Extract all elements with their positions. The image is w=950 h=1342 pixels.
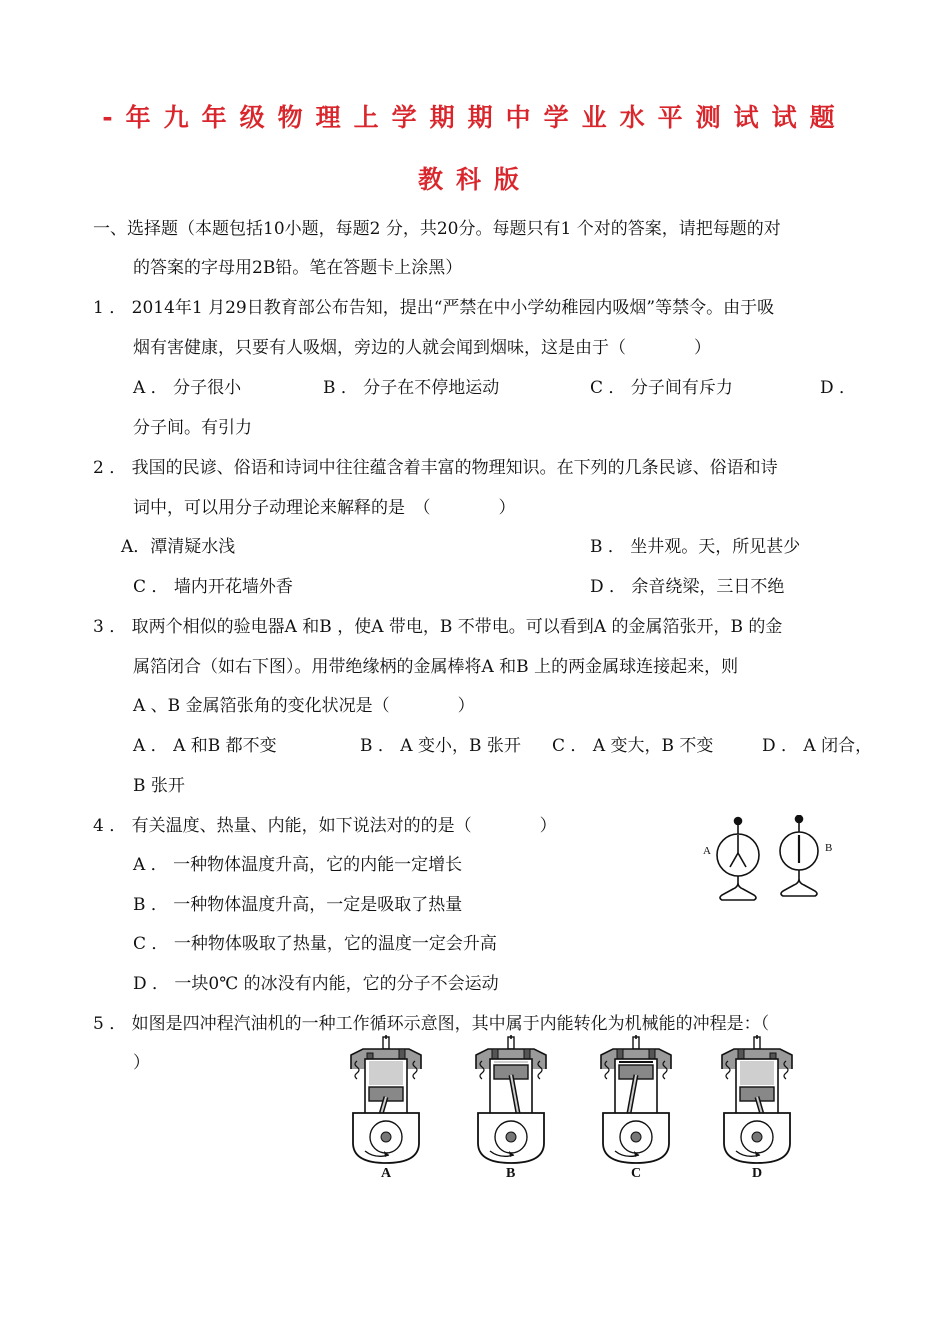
question-2-option-d: D ． 余音绕梁，三日不绝: [590, 577, 785, 597]
question-3-option-c: C ． A 变大，B 不变: [552, 736, 714, 756]
question-1-text: 1 ． 2014年1 月29日教育部公布告知，提出“严禁在中小学幼稚园内吸烟”等禁令。由于吸: [93, 298, 775, 318]
electroscope-label-b: B: [825, 842, 833, 854]
question-2-option-a: A．潭清疑水浅: [121, 537, 236, 557]
engine-stroke-a-icon: [345, 1035, 427, 1167]
question-4-option-b: B ． 一种物体温度升高，一定是吸取了热量: [133, 895, 463, 915]
electroscope-figure: [700, 815, 835, 905]
question-3-option-d-cont: B 张开: [133, 776, 185, 796]
question-1-option-c: C ． 分子间有斥力: [590, 378, 733, 398]
page-title: -年九年级物理上学期期中学业水平测试试题: [102, 103, 848, 132]
question-3-option-b: B ． A 变小，B 张开: [360, 736, 521, 756]
question-2-text-cont: 词中，可以用分子动理论来解释的是 （ ）: [133, 498, 516, 518]
question-2-option-c: C ． 墙内开花墙外香: [133, 577, 293, 597]
engine-stroke-label-a: A: [381, 1166, 392, 1181]
question-4-option-d: D ． 一块0℃ 的冰没有内能，它的分子不会运动: [133, 974, 499, 994]
question-1-option-a: A ． 分子很小: [133, 378, 242, 398]
question-3-text-cont: 属箔闭合（如右下图）。用带绝缘柄的金属棒将A 和B 上的两金属球连接起来，则: [133, 657, 739, 677]
engine-stroke-label-c: C: [631, 1166, 642, 1181]
question-3-text: 3 ． 取两个相似的验电器A 和B ，使A 带电，B 不带电。可以看到A 的金属箔张开，B 的金: [93, 617, 783, 637]
question-1-option-d: D ．: [820, 378, 857, 398]
section-heading: 一、选择题（本题包括10小题，每题2 分，共20分。每题只有1 个对的答案，请把每题的对: [93, 219, 781, 239]
question-2-text: 2 ． 我国的民谚、俗语和诗词中往往蕴含着丰富的物理知识。在下列的几条民谚、俗语和诗: [93, 458, 778, 478]
question-4-text: 4 ． 有关温度、热量、内能，如下说法对的的是（ ）: [93, 816, 557, 836]
question-4-option-a: A ． 一种物体温度升高，它的内能一定增长: [133, 855, 463, 875]
question-3-text-cont2: A 、B 金属箔张角的变化状况是（ ）: [133, 696, 475, 716]
engine-stroke-label-d: D: [752, 1166, 763, 1181]
engine-stroke-c-icon: [595, 1035, 677, 1167]
question-1-option-d-cont: 分子间。有引力: [133, 418, 252, 438]
page-subtitle: 教科版: [417, 165, 532, 194]
question-2-option-b: B ． 坐井观。天，所见甚少: [590, 537, 801, 557]
question-3-option-a: A ． A 和B 都不变: [133, 736, 277, 756]
electroscope-b-icon: [780, 816, 818, 897]
question-1-text-cont: 烟有害健康，只要有人吸烟，旁边的人就会闻到烟味，这是由于（ ）: [133, 338, 711, 358]
engine-stroke-d-icon: [716, 1035, 798, 1167]
question-4-option-c: C ． 一种物体吸取了热量，它的温度一定会升高: [133, 934, 497, 954]
question-1-option-b: B ． 分子在不停地运动: [323, 378, 500, 398]
engine-stroke-b-icon: [470, 1035, 552, 1167]
section-heading-cont: 的答案的字母用2B铅。笔在答题卡上涂黑）: [133, 258, 463, 278]
question-5-text-cont: ）: [133, 1053, 150, 1073]
electroscope-label-a: A: [703, 845, 711, 857]
question-5-text: 5 ． 如图是四冲程汽油机的一种工作循环示意图，其中属于内能转化为机械能的冲程是：（: [93, 1014, 770, 1034]
electroscope-a-icon: [717, 818, 759, 901]
engine-stroke-label-b: B: [506, 1166, 516, 1181]
question-3-option-d: D ． A 闭合，: [762, 736, 873, 756]
